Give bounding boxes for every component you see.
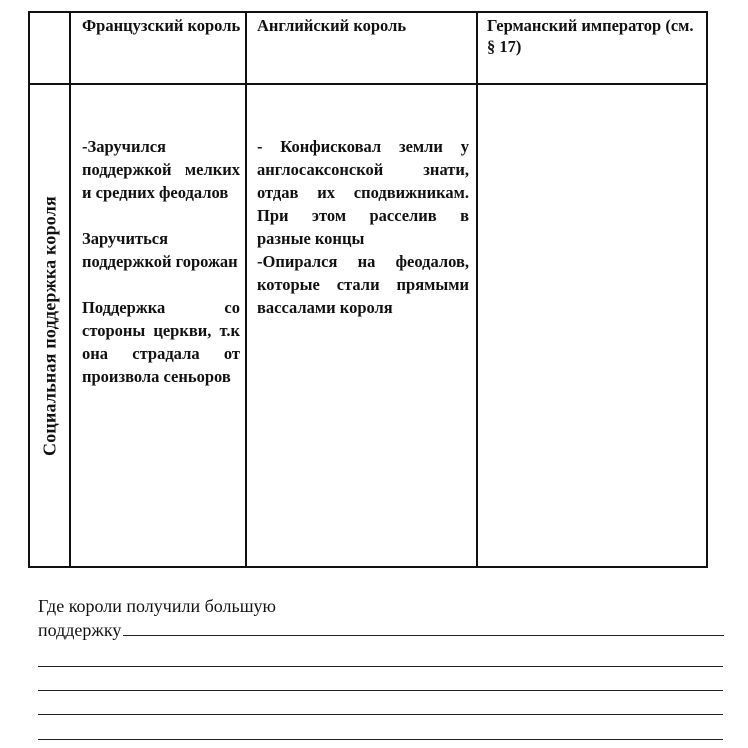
answer-line[interactable] <box>38 690 723 691</box>
header-french-king: Французский король <box>82 16 241 35</box>
french-point-1: -Заручился поддержкой мелких и средних феодалов <box>82 137 240 202</box>
french-point-3: Поддержка со стороны церкви, т.к она страдала от произвола сеньоров <box>82 298 240 386</box>
english-king-cell <box>257 135 469 319</box>
answer-line[interactable] <box>38 714 723 715</box>
english-point-1: - Конфисковал земли у англосаксонской знати, отдав их сподвижникам. При этом расселив в разные концы <box>257 137 469 248</box>
french-point-2: Заручиться поддержкой горожан <box>82 229 238 271</box>
question-text-continued: поддержку <box>38 620 122 640</box>
french-king-cell <box>82 135 240 388</box>
header-english-king: Английский король <box>257 16 407 35</box>
comparison-table <box>28 11 708 568</box>
answer-line[interactable] <box>38 739 723 740</box>
column-divider <box>476 13 478 566</box>
column-divider <box>245 13 247 566</box>
english-point-2: -Опирался на феодалов, которые стали прямыми вассалами короля <box>257 252 469 317</box>
question-text: Где короли получили большую <box>38 596 277 616</box>
answer-blank[interactable] <box>123 619 724 636</box>
german-emperor-cell[interactable] <box>487 135 697 555</box>
row-label-social-support: Социальная поддержка короля <box>39 195 60 456</box>
answer-line[interactable] <box>38 666 723 667</box>
question-block <box>38 594 724 642</box>
header-divider <box>30 83 706 85</box>
header-german-emperor: Германский император (см. § 17) <box>487 16 694 56</box>
